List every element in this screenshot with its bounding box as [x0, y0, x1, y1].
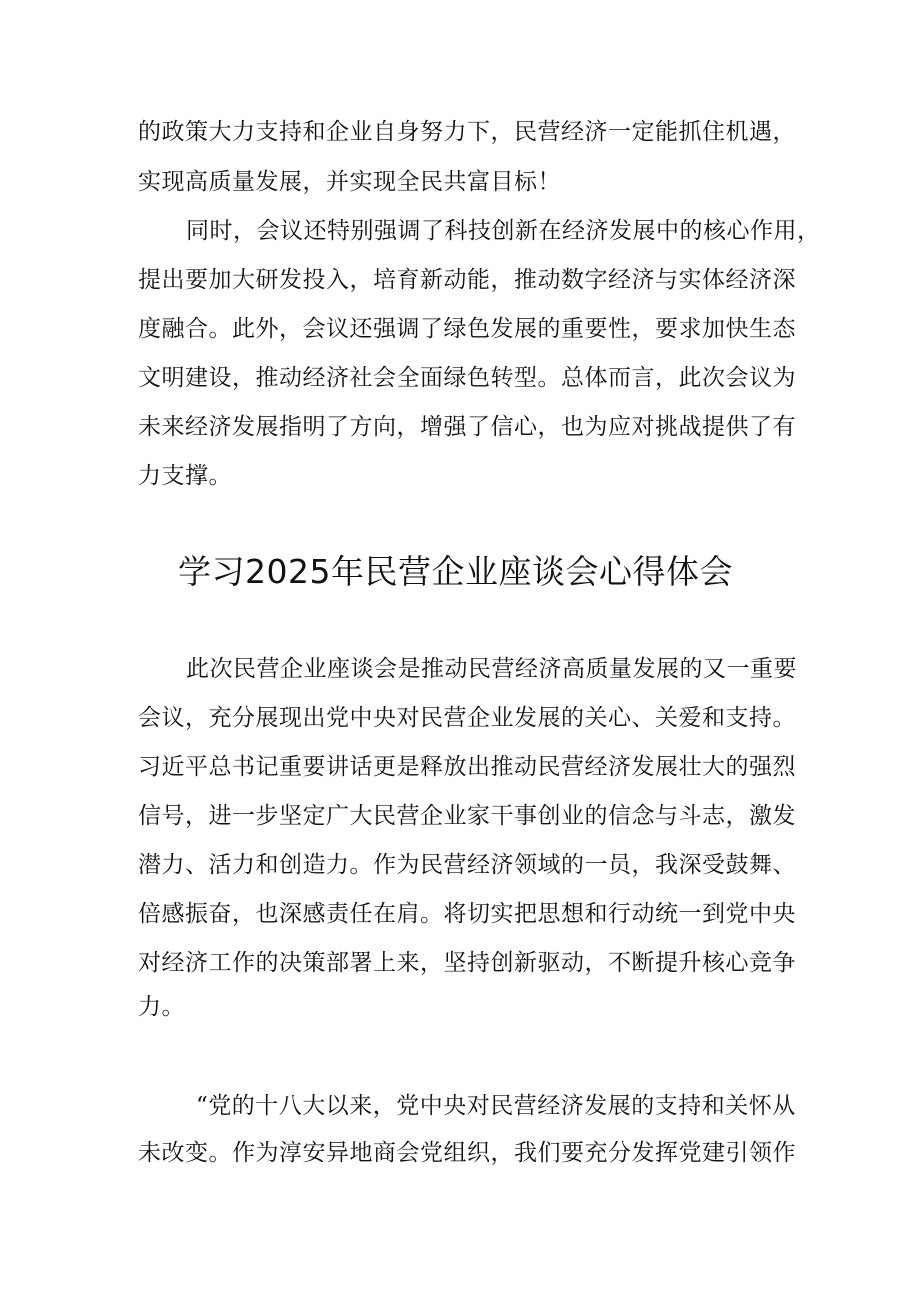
paragraph-line: 对经济工作的决策部署上来，坚持创新驱动，不断提升核心竞争 — [138, 950, 796, 976]
paragraph-line: 力支撑。 — [138, 463, 232, 489]
paragraph-line: 文明建设，推动经济社会全面绿色转型。总体而言，此次会议为 — [138, 365, 796, 391]
paragraph-line: 实现高质量发展，并实现全民共富目标！ — [138, 169, 561, 195]
document-title: 学习2025年民营企业座谈会心得体会 — [178, 552, 733, 591]
paragraph-line: 力。 — [138, 994, 185, 1020]
paragraph-line: 信号，进一步坚定广大民营企业家干事创业的信念与斗志，激发 — [138, 803, 796, 829]
paragraph-line: 提出要加大研发投入，培育新动能，推动数字经济与实体经济深 — [138, 267, 796, 293]
paragraph-line: 会议，充分展现出党中央对民营企业发展的关心、关爱和支持。 — [138, 705, 796, 731]
paragraph-line: 的政策大力支持和企业自身努力下，民营经济一定能抓住机遇， — [138, 119, 796, 145]
paragraph-line: 未改变。作为淳安异地商会党组织，我们要充分发挥党建引领作 — [138, 1140, 796, 1166]
paragraph-line: 同时，会议还特别强调了科技创新在经济发展中的核心作用， — [186, 218, 821, 244]
paragraph-line: 未来经济发展指明了方向，增强了信心，也为应对挑战提供了有 — [138, 414, 796, 440]
paragraph-line: 此次民营企业座谈会是推动民营经济高质量发展的又一重要 — [186, 656, 797, 682]
paragraph-line: 度融合。此外，会议还强调了绿色发展的重要性，要求加快生态 — [138, 316, 796, 342]
paragraph-line: 倍感振奋，也深感责任在肩。将切实把思想和行动统一到党中央 — [138, 901, 796, 927]
paragraph-line: 潜力、活力和创造力。作为民营经济领域的一员，我深受鼓舞、 — [138, 852, 796, 878]
paragraph-line: “党的十八大以来，党中央对民营经济发展的支持和关怀从 — [196, 1093, 796, 1119]
paragraph-line: 习近平总书记重要讲话更是释放出推动民营经济发展壮大的强烈 — [138, 754, 796, 780]
